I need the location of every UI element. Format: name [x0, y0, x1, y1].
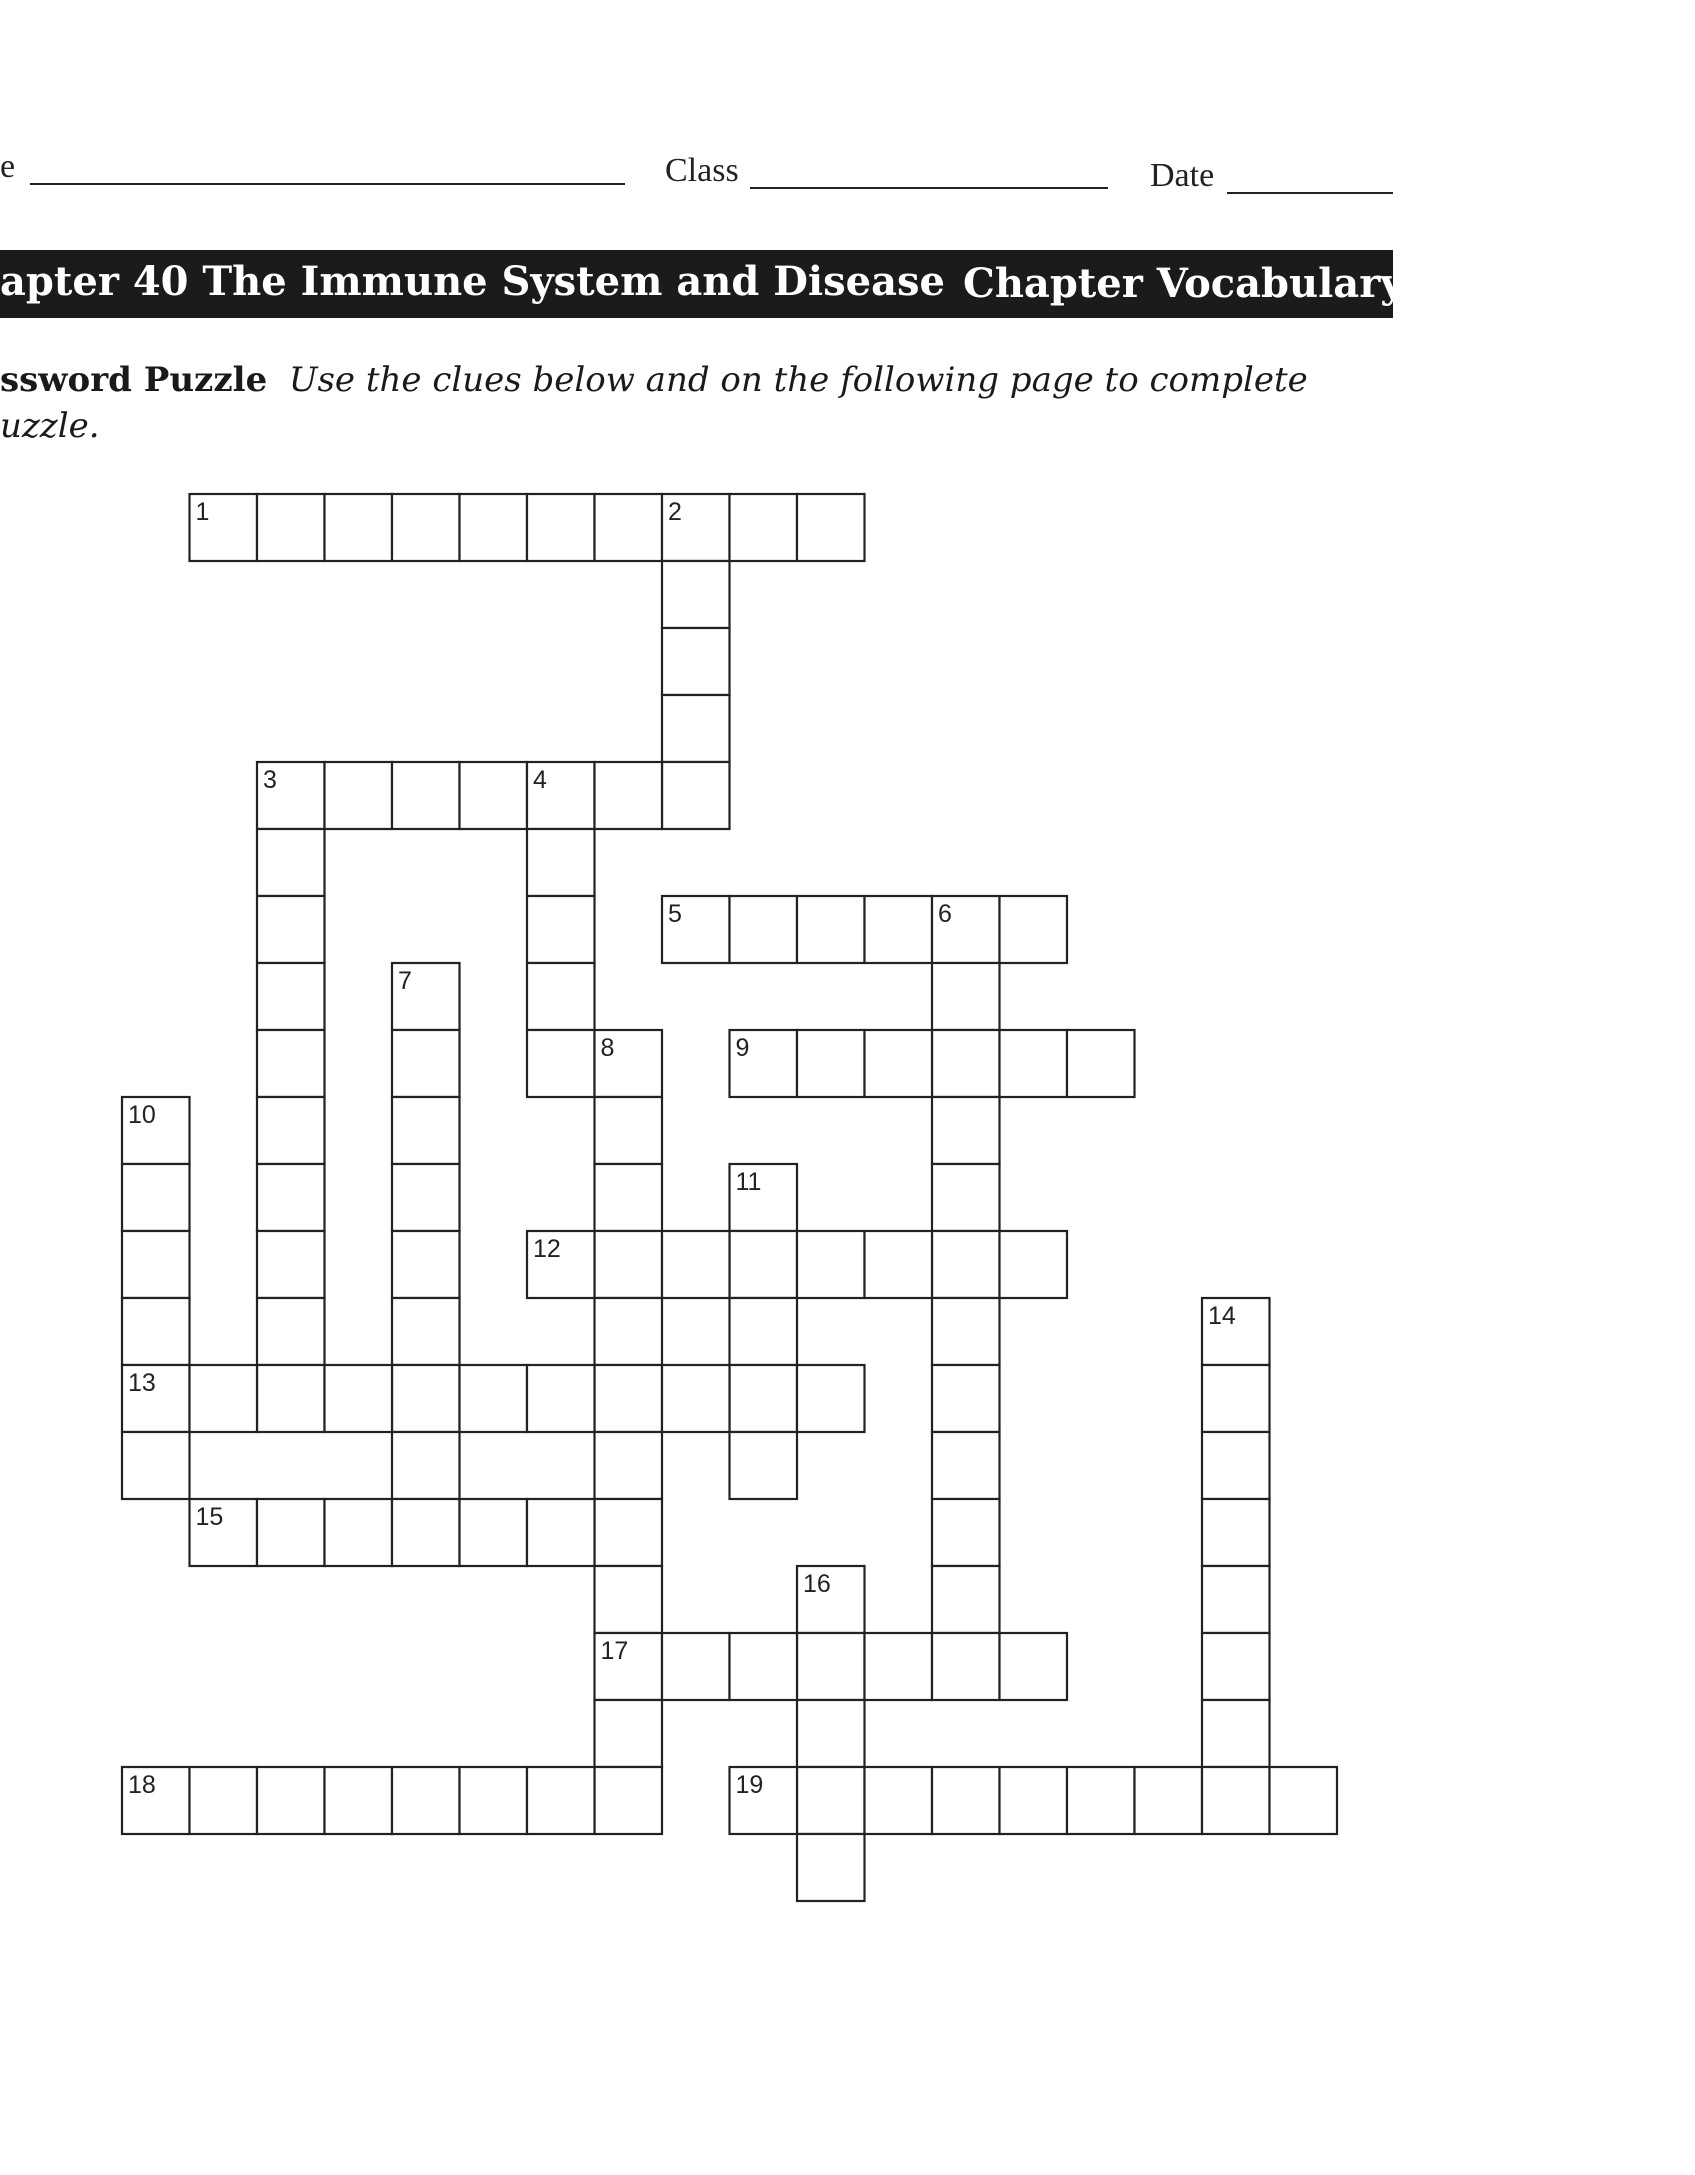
crossword-cell[interactable] [460, 1499, 528, 1566]
crossword-cell[interactable] [122, 1298, 190, 1365]
crossword-cell[interactable] [190, 1365, 258, 1432]
crossword-cell[interactable] [325, 494, 393, 561]
crossword-cell[interactable] [1202, 1566, 1270, 1633]
clue-number: 14 [1208, 1302, 1236, 1330]
crossword-cell[interactable] [460, 1365, 528, 1432]
crossword-cell[interactable] [1000, 1767, 1068, 1834]
crossword-cell[interactable] [932, 1365, 1000, 1432]
crossword-cell[interactable] [325, 1767, 393, 1834]
name-label: e [0, 148, 16, 185]
crossword-cell[interactable] [932, 1432, 1000, 1499]
clue-number: 4 [533, 766, 547, 794]
clue-number: 15 [195, 1503, 224, 1531]
crossword-cell[interactable] [257, 1030, 325, 1097]
section-title: Chapter Vocabulary Re [963, 260, 1477, 307]
crossword-cell[interactable] [932, 1097, 1000, 1164]
crossword-cell[interactable] [257, 1298, 325, 1365]
instructions-text: Use the clues below and on the following page to complete [288, 360, 1308, 400]
clue-number: 18 [128, 1771, 156, 1799]
crossword-cell[interactable] [932, 1298, 1000, 1365]
crossword-cell[interactable] [460, 762, 528, 829]
crossword-cell[interactable] [595, 1700, 663, 1767]
crossword-cell[interactable] [1202, 1499, 1270, 1566]
crossword-cell[interactable] [797, 1030, 865, 1097]
crossword-cell[interactable] [527, 896, 595, 963]
crossword-cell[interactable] [122, 1432, 190, 1499]
crossword-cell[interactable] [932, 963, 1000, 1030]
clue-number: 8 [600, 1034, 615, 1062]
crossword-cell[interactable] [730, 1365, 798, 1432]
crossword-cell[interactable] [257, 829, 325, 896]
crossword-cell[interactable] [1202, 1767, 1270, 1834]
crossword-cell[interactable] [662, 1633, 730, 1700]
crossword-cell[interactable] [662, 1231, 730, 1298]
crossword-cell[interactable] [392, 1767, 460, 1834]
crossword-cell[interactable] [662, 1365, 730, 1432]
crossword-cell[interactable] [595, 1097, 663, 1164]
crossword-cell[interactable] [325, 1499, 393, 1566]
date-label: Date [1150, 157, 1215, 194]
crossword-cell[interactable] [527, 1365, 595, 1432]
crossword-cell[interactable] [392, 494, 460, 561]
crossword-cell[interactable] [1202, 1365, 1270, 1432]
crossword-cell[interactable] [932, 1231, 1000, 1298]
crossword-cell[interactable] [1000, 1030, 1068, 1097]
crossword-cell[interactable] [662, 695, 730, 762]
crossword-cell[interactable] [797, 1231, 865, 1298]
crossword-cell[interactable] [257, 1231, 325, 1298]
crossword-cell[interactable] [392, 762, 460, 829]
crossword-cell[interactable] [1202, 1700, 1270, 1767]
crossword-cell[interactable] [662, 762, 730, 829]
crossword-cell[interactable] [392, 1365, 460, 1432]
clue-number: 3 [263, 766, 277, 794]
crossword-cell[interactable] [797, 896, 865, 963]
crossword-cell[interactable] [865, 1767, 933, 1834]
crossword-cell[interactable] [595, 1566, 663, 1633]
crossword-cell[interactable] [257, 963, 325, 1030]
crossword-cell[interactable] [595, 1231, 663, 1298]
crossword-cell[interactable] [257, 494, 325, 561]
crossword-cell[interactable] [662, 628, 730, 695]
clue-number: 19 [735, 1771, 764, 1799]
crossword-cell[interactable] [1000, 896, 1068, 963]
crossword-cell[interactable] [1202, 1633, 1270, 1700]
crossword-cell[interactable] [932, 1767, 1000, 1834]
clue-number: 17 [600, 1637, 629, 1665]
crossword-cell[interactable] [460, 1767, 528, 1834]
crossword-cell[interactable] [257, 1097, 325, 1164]
clue-number: 16 [803, 1570, 831, 1598]
crossword-cell[interactable] [527, 1499, 595, 1566]
crossword-cell[interactable] [392, 1499, 460, 1566]
clue-number: 9 [735, 1034, 750, 1062]
crossword-cell[interactable] [797, 494, 865, 561]
crossword-cell[interactable] [797, 1365, 865, 1432]
crossword-cell[interactable] [797, 1633, 865, 1700]
crossword-cell[interactable] [932, 1633, 1000, 1700]
crossword-cell[interactable] [257, 1499, 325, 1566]
clue-number: 13 [128, 1369, 156, 1397]
crossword-cell[interactable] [595, 1298, 663, 1365]
crossword-cell[interactable] [932, 1164, 1000, 1231]
instructions-line-2: uzzle. [0, 406, 100, 446]
crossword-cell[interactable] [1000, 1231, 1068, 1298]
chapter-title: apter 40 The Immune System and Disease [0, 258, 945, 305]
crossword-cell[interactable] [730, 896, 798, 963]
clue-number: 5 [668, 900, 682, 928]
crossword-cell[interactable] [257, 1365, 325, 1432]
crossword-cell[interactable] [325, 1365, 393, 1432]
crossword-cell[interactable] [932, 1030, 1000, 1097]
crossword-cell[interactable] [392, 1432, 460, 1499]
crossword-cell[interactable] [392, 1231, 460, 1298]
crossword-cell[interactable] [797, 1834, 865, 1901]
crossword-cell[interactable] [730, 1633, 798, 1700]
clue-number: 2 [668, 498, 682, 526]
crossword-cell[interactable] [257, 1767, 325, 1834]
crossword-cell[interactable] [595, 1499, 663, 1566]
crossword-cell[interactable] [190, 1767, 258, 1834]
crossword-cell[interactable] [1067, 1767, 1135, 1834]
crossword-cell[interactable] [1202, 1432, 1270, 1499]
crossword-cell[interactable] [595, 1164, 663, 1231]
crossword-cell[interactable] [257, 896, 325, 963]
crossword-cell[interactable] [1067, 1030, 1135, 1097]
crossword-cell[interactable] [865, 896, 933, 963]
crossword-cell[interactable] [122, 1164, 190, 1231]
crossword-cell[interactable] [1270, 1767, 1338, 1834]
crossword-cell[interactable] [392, 1097, 460, 1164]
crossword-cell[interactable] [527, 1767, 595, 1834]
crossword-cell[interactable] [527, 494, 595, 561]
crossword-cell[interactable] [460, 494, 528, 561]
crossword-cell[interactable] [1135, 1767, 1203, 1834]
crossword-cell[interactable] [730, 1231, 798, 1298]
crossword-cell[interactable] [662, 561, 730, 628]
crossword-cell[interactable] [730, 494, 798, 561]
crossword-cell[interactable] [797, 1767, 865, 1834]
crossword-cell[interactable] [122, 1231, 190, 1298]
clue-number: 12 [533, 1235, 561, 1263]
class-label: Class [665, 152, 739, 189]
clue-number: 7 [398, 967, 412, 995]
crossword-cell[interactable] [865, 1633, 933, 1700]
instructions-heading: ssword Puzzle [0, 360, 268, 400]
crossword-cell[interactable] [1000, 1633, 1068, 1700]
crossword-cell[interactable] [730, 1298, 798, 1365]
crossword-cell[interactable] [932, 1566, 1000, 1633]
crossword-cell[interactable] [257, 1164, 325, 1231]
crossword-cell[interactable] [595, 1767, 663, 1834]
crossword-cell[interactable] [527, 963, 595, 1030]
crossword-cell[interactable] [865, 1030, 933, 1097]
crossword-cell[interactable] [595, 762, 663, 829]
crossword-cell[interactable] [595, 494, 663, 561]
crossword-cell[interactable] [325, 762, 393, 829]
crossword-cell[interactable] [595, 1432, 663, 1499]
crossword-cell[interactable] [730, 1432, 798, 1499]
crossword-cell[interactable] [392, 1298, 460, 1365]
crossword-cell[interactable] [527, 829, 595, 896]
crossword-cell[interactable] [595, 1365, 663, 1432]
crossword-cell[interactable] [865, 1231, 933, 1298]
crossword-cell[interactable] [797, 1700, 865, 1767]
clue-number: 1 [195, 498, 210, 526]
clue-number: 6 [938, 900, 952, 928]
crossword-cell[interactable] [932, 1499, 1000, 1566]
clue-number: 10 [128, 1101, 156, 1129]
crossword-cell[interactable] [527, 1030, 595, 1097]
crossword-cell[interactable] [392, 1030, 460, 1097]
crossword-cell[interactable] [392, 1164, 460, 1231]
clue-number: 11 [735, 1168, 762, 1196]
